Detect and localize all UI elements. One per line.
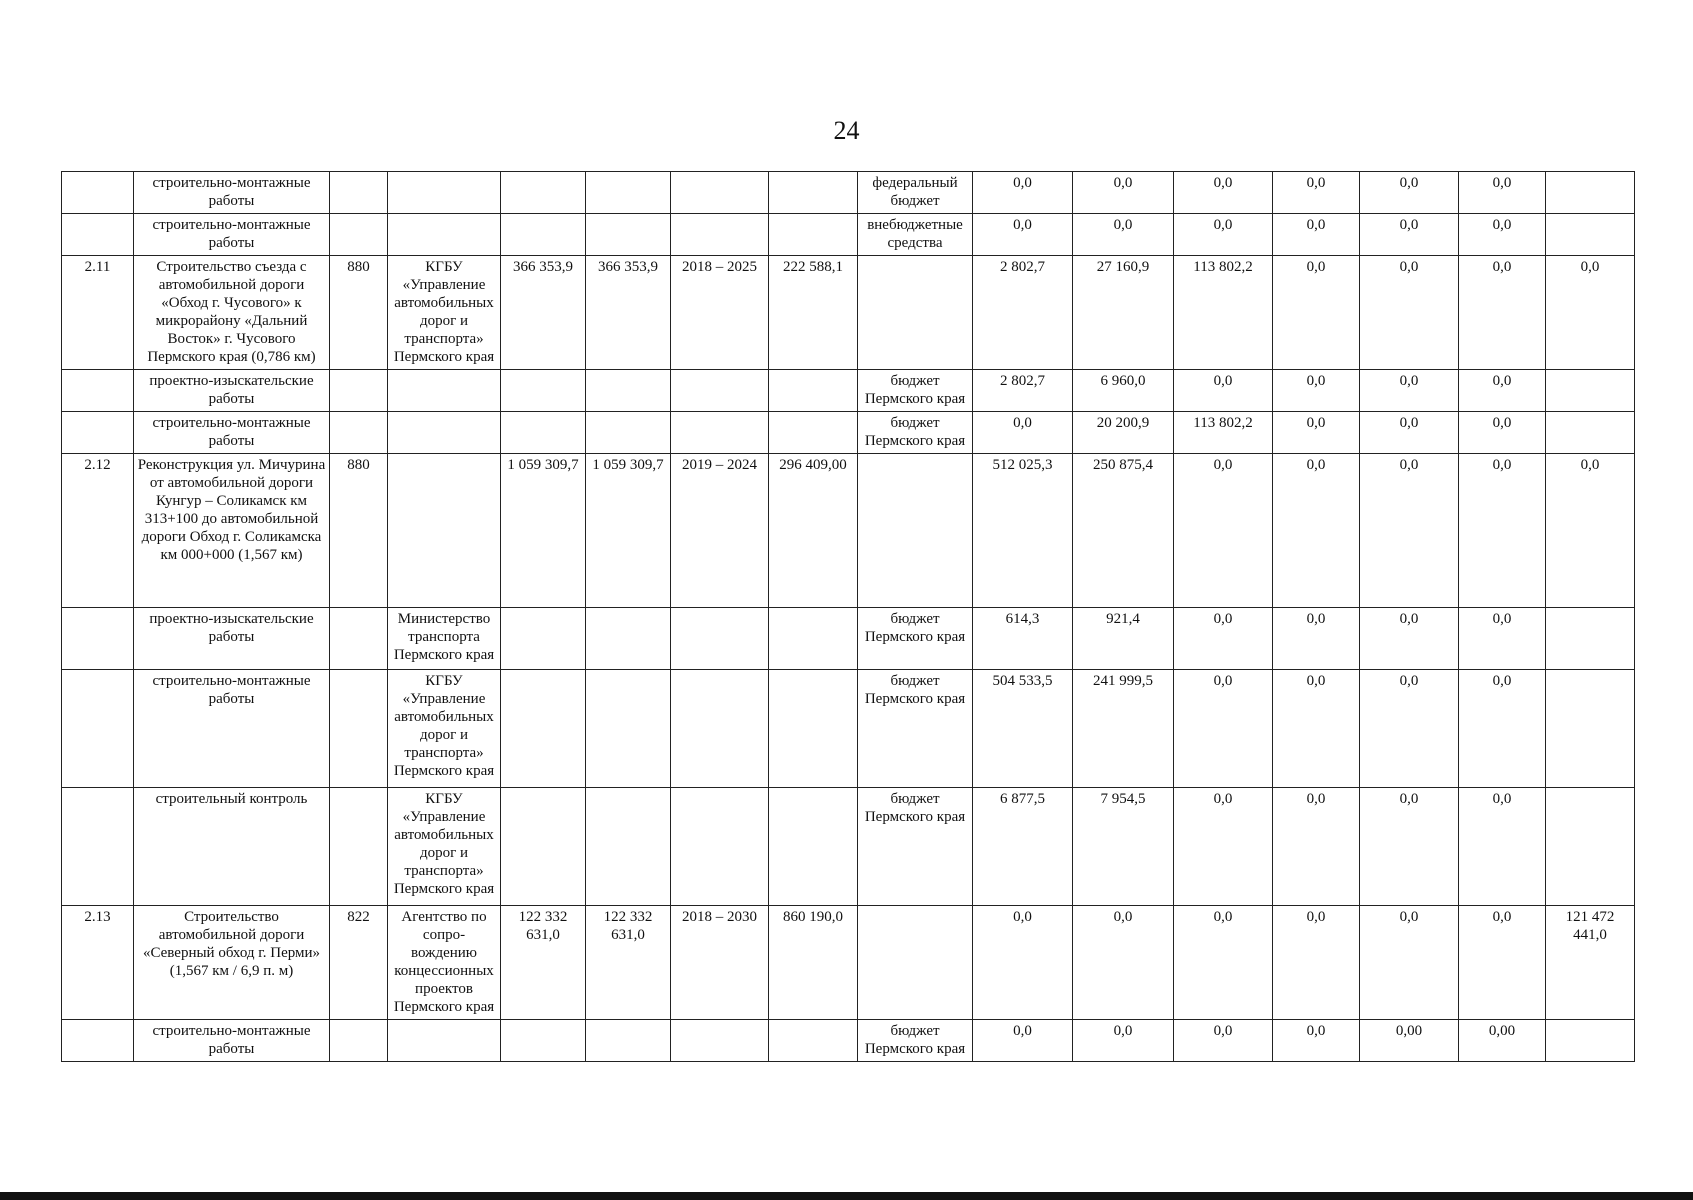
- year-3-amount-cell: 0,0: [1174, 608, 1273, 670]
- estimated-cost-cell: [586, 788, 671, 906]
- year-6-amount-cell: 0,0: [1459, 906, 1546, 1020]
- prior-spending-cell: [769, 670, 858, 788]
- table-row: [62, 454, 1635, 608]
- prior-spending-cell: [769, 172, 858, 214]
- item-name-cell: строительно-монтажные работы: [134, 214, 330, 256]
- year-5-amount-cell: 0,0: [1360, 670, 1459, 788]
- year-1-amount-cell: 614,3: [973, 608, 1073, 670]
- table-row: [62, 370, 1635, 412]
- executor-cell: [388, 412, 501, 454]
- kbk-code-cell: 880: [330, 454, 388, 608]
- year-1-amount-cell: 2 802,7: [973, 256, 1073, 370]
- estimated-cost-cell: [586, 370, 671, 412]
- prior-spending-cell: [769, 412, 858, 454]
- kbk-code-cell: [330, 608, 388, 670]
- period-cell: [671, 214, 769, 256]
- executor-cell: [388, 172, 501, 214]
- estimated-cost-cell: [586, 1020, 671, 1062]
- year-4-amount-cell: 0,0: [1273, 370, 1360, 412]
- prior-spending-cell: [769, 788, 858, 906]
- period-cell: [671, 670, 769, 788]
- year-6-amount-cell: 0,0: [1459, 412, 1546, 454]
- period-cell: 2018 – 2025: [671, 256, 769, 370]
- year-4-amount-cell: 0,0: [1273, 788, 1360, 906]
- year-6-amount-cell: 0,0: [1459, 256, 1546, 370]
- period-cell: [671, 370, 769, 412]
- item-name-cell: строительно-монтажные работы: [134, 1020, 330, 1062]
- year-5-amount-cell: 0,0: [1360, 370, 1459, 412]
- table-row: [62, 172, 1635, 214]
- year-2-amount-cell: 27 160,9: [1073, 256, 1174, 370]
- year-4-amount-cell: 0,0: [1273, 670, 1360, 788]
- total-cost-cell: [501, 1020, 586, 1062]
- year-5-amount-cell: 0,0: [1360, 172, 1459, 214]
- year-1-amount-cell: 504 533,5: [973, 670, 1073, 788]
- year-5-amount-cell: 0,0: [1360, 412, 1459, 454]
- subsequent-amount-cell: [1546, 670, 1635, 788]
- item-name-cell: строительно-монтажные работы: [134, 670, 330, 788]
- table-row: [62, 670, 1635, 788]
- year-2-amount-cell: 0,0: [1073, 906, 1174, 1020]
- executor-cell: [388, 214, 501, 256]
- estimated-cost-cell: 1 059 309,7: [586, 454, 671, 608]
- kbk-code-cell: [330, 172, 388, 214]
- item-number-cell: 2.13: [62, 906, 134, 1020]
- funding-source-cell: бюджет Пермского края: [858, 1020, 973, 1062]
- table-row: [62, 906, 1635, 1020]
- subsequent-amount-cell: 0,0: [1546, 454, 1635, 608]
- kbk-code-cell: [330, 788, 388, 906]
- period-cell: [671, 172, 769, 214]
- year-4-amount-cell: 0,0: [1273, 256, 1360, 370]
- item-name-cell: проектно-изыскательские работы: [134, 608, 330, 670]
- kbk-code-cell: 822: [330, 906, 388, 1020]
- year-2-amount-cell: 241 999,5: [1073, 670, 1174, 788]
- year-4-amount-cell: 0,0: [1273, 906, 1360, 1020]
- kbk-code-cell: [330, 412, 388, 454]
- prior-spending-cell: 296 409,00: [769, 454, 858, 608]
- total-cost-cell: [501, 670, 586, 788]
- year-5-amount-cell: 0,0: [1360, 906, 1459, 1020]
- year-3-amount-cell: 0,0: [1174, 214, 1273, 256]
- item-name-cell: проектно-изыскательские работы: [134, 370, 330, 412]
- funding-source-cell: [858, 256, 973, 370]
- year-1-amount-cell: 0,0: [973, 214, 1073, 256]
- table-row: [62, 214, 1635, 256]
- funding-source-cell: бюджет Пермского края: [858, 412, 973, 454]
- total-cost-cell: 366 353,9: [501, 256, 586, 370]
- executor-cell: [388, 370, 501, 412]
- year-5-amount-cell: 0,00: [1360, 1020, 1459, 1062]
- subsequent-amount-cell: 121 472 441,0: [1546, 906, 1635, 1020]
- period-cell: [671, 788, 769, 906]
- executor-cell: [388, 454, 501, 608]
- year-2-amount-cell: 6 960,0: [1073, 370, 1174, 412]
- funding-source-cell: федеральный бюджет: [858, 172, 973, 214]
- prior-spending-cell: [769, 1020, 858, 1062]
- item-number-cell: [62, 670, 134, 788]
- estimated-cost-cell: [586, 608, 671, 670]
- item-number-cell: [62, 412, 134, 454]
- year-4-amount-cell: 0,0: [1273, 608, 1360, 670]
- year-3-amount-cell: 0,0: [1174, 670, 1273, 788]
- executor-cell: Министерство транспорта Пермского края: [388, 608, 501, 670]
- total-cost-cell: [501, 172, 586, 214]
- kbk-code-cell: [330, 1020, 388, 1062]
- executor-cell: КГБУ «Управление автомобильных дорог и транспорта» Пермского края: [388, 670, 501, 788]
- item-name-cell: строительно-монтажные работы: [134, 412, 330, 454]
- year-5-amount-cell: 0,0: [1360, 788, 1459, 906]
- year-1-amount-cell: 512 025,3: [973, 454, 1073, 608]
- estimated-cost-cell: [586, 172, 671, 214]
- year-1-amount-cell: 6 877,5: [973, 788, 1073, 906]
- funding-source-cell: бюджет Пермского края: [858, 788, 973, 906]
- subsequent-amount-cell: [1546, 370, 1635, 412]
- estimated-cost-cell: [586, 670, 671, 788]
- executor-cell: КГБУ «Управление автомобильных дорог и транспорта» Пермского края: [388, 788, 501, 906]
- item-name-cell: Строительство съезда с автомобильной дороги «Обход г. Чусового» к микрорайону «Дальний Восток» г. Чусового Пермского края (0,786 км): [134, 256, 330, 370]
- funding-source-cell: бюджет Пермского края: [858, 608, 973, 670]
- year-6-amount-cell: 0,0: [1459, 670, 1546, 788]
- year-1-amount-cell: 2 802,7: [973, 370, 1073, 412]
- year-6-amount-cell: 0,0: [1459, 172, 1546, 214]
- item-name-cell: Строительство автомобильной дороги «Северный обход г. Перми» (1,567 км / 6,9 п. м): [134, 906, 330, 1020]
- year-3-amount-cell: 0,0: [1174, 1020, 1273, 1062]
- subsequent-amount-cell: [1546, 788, 1635, 906]
- year-3-amount-cell: 113 802,2: [1174, 256, 1273, 370]
- item-number-cell: [62, 214, 134, 256]
- estimated-cost-cell: 366 353,9: [586, 256, 671, 370]
- estimated-cost-cell: 122 332 631,0: [586, 906, 671, 1020]
- funding-source-cell: внебюджетные средства: [858, 214, 973, 256]
- year-5-amount-cell: 0,0: [1360, 214, 1459, 256]
- item-number-cell: 2.12: [62, 454, 134, 608]
- period-cell: 2018 – 2030: [671, 906, 769, 1020]
- item-number-cell: [62, 788, 134, 906]
- total-cost-cell: [501, 412, 586, 454]
- table-row: [62, 1020, 1635, 1062]
- year-6-amount-cell: 0,00: [1459, 1020, 1546, 1062]
- year-6-amount-cell: 0,0: [1459, 454, 1546, 608]
- table-body: [62, 172, 1635, 1062]
- funding-source-cell: [858, 454, 973, 608]
- total-cost-cell: 122 332 631,0: [501, 906, 586, 1020]
- year-2-amount-cell: 20 200,9: [1073, 412, 1174, 454]
- year-6-amount-cell: 0,0: [1459, 370, 1546, 412]
- year-6-amount-cell: 0,0: [1459, 214, 1546, 256]
- prior-spending-cell: [769, 370, 858, 412]
- scan-border: [0, 1192, 1693, 1200]
- year-3-amount-cell: 113 802,2: [1174, 412, 1273, 454]
- executor-cell: Агентство по сопро-вождению концессионных проектов Пермского края: [388, 906, 501, 1020]
- executor-cell: [388, 1020, 501, 1062]
- year-6-amount-cell: 0,0: [1459, 608, 1546, 670]
- page-number: 24: [833, 116, 860, 145]
- prior-spending-cell: [769, 608, 858, 670]
- kbk-code-cell: [330, 370, 388, 412]
- table-row: [62, 412, 1635, 454]
- year-6-amount-cell: 0,0: [1459, 788, 1546, 906]
- year-1-amount-cell: 0,0: [973, 172, 1073, 214]
- year-3-amount-cell: 0,0: [1174, 788, 1273, 906]
- item-number-cell: [62, 172, 134, 214]
- prior-spending-cell: 222 588,1: [769, 256, 858, 370]
- estimated-cost-cell: [586, 412, 671, 454]
- item-name-cell: строительный контроль: [134, 788, 330, 906]
- year-1-amount-cell: 0,0: [973, 906, 1073, 1020]
- executor-cell: КГБУ «Управление автомобильных дорог и транспорта» Пермского края: [388, 256, 501, 370]
- prior-spending-cell: [769, 214, 858, 256]
- period-cell: [671, 412, 769, 454]
- year-4-amount-cell: 0,0: [1273, 454, 1360, 608]
- year-4-amount-cell: 0,0: [1273, 214, 1360, 256]
- year-2-amount-cell: 0,0: [1073, 214, 1174, 256]
- year-2-amount-cell: 0,0: [1073, 1020, 1174, 1062]
- period-cell: 2019 – 2024: [671, 454, 769, 608]
- item-number-cell: 2.11: [62, 256, 134, 370]
- year-1-amount-cell: 0,0: [973, 412, 1073, 454]
- item-name-cell: строительно-монтажные работы: [134, 172, 330, 214]
- prior-spending-cell: 860 190,0: [769, 906, 858, 1020]
- year-5-amount-cell: 0,0: [1360, 608, 1459, 670]
- table-row: [62, 256, 1635, 370]
- kbk-code-cell: 880: [330, 256, 388, 370]
- funding-source-cell: бюджет Пермского края: [858, 670, 973, 788]
- kbk-code-cell: [330, 670, 388, 788]
- year-2-amount-cell: 921,4: [1073, 608, 1174, 670]
- subsequent-amount-cell: [1546, 412, 1635, 454]
- period-cell: [671, 1020, 769, 1062]
- period-cell: [671, 608, 769, 670]
- year-1-amount-cell: 0,0: [973, 1020, 1073, 1062]
- year-5-amount-cell: 0,0: [1360, 256, 1459, 370]
- kbk-code-cell: [330, 214, 388, 256]
- item-number-cell: [62, 608, 134, 670]
- program-table: [61, 171, 1635, 1062]
- table-row: [62, 608, 1635, 670]
- subsequent-amount-cell: [1546, 172, 1635, 214]
- subsequent-amount-cell: [1546, 214, 1635, 256]
- total-cost-cell: [501, 608, 586, 670]
- year-4-amount-cell: 0,0: [1273, 412, 1360, 454]
- year-2-amount-cell: 7 954,5: [1073, 788, 1174, 906]
- total-cost-cell: [501, 788, 586, 906]
- subsequent-amount-cell: 0,0: [1546, 256, 1635, 370]
- year-3-amount-cell: 0,0: [1174, 454, 1273, 608]
- year-3-amount-cell: 0,0: [1174, 172, 1273, 214]
- item-number-cell: [62, 370, 134, 412]
- year-4-amount-cell: 0,0: [1273, 1020, 1360, 1062]
- year-3-amount-cell: 0,0: [1174, 370, 1273, 412]
- table-row: [62, 788, 1635, 906]
- item-name-cell: Реконструкция ул. Мичурина от автомобильной дороги Кунгур – Соликамск км 313+100 до автомобильной дороги Обход г. Соликамска км 000+000 (1,567 км): [134, 454, 330, 608]
- total-cost-cell: [501, 370, 586, 412]
- estimated-cost-cell: [586, 214, 671, 256]
- funding-source-cell: бюджет Пермского края: [858, 370, 973, 412]
- year-2-amount-cell: 250 875,4: [1073, 454, 1174, 608]
- item-number-cell: [62, 1020, 134, 1062]
- year-4-amount-cell: 0,0: [1273, 172, 1360, 214]
- total-cost-cell: 1 059 309,7: [501, 454, 586, 608]
- year-2-amount-cell: 0,0: [1073, 172, 1174, 214]
- year-5-amount-cell: 0,0: [1360, 454, 1459, 608]
- subsequent-amount-cell: [1546, 1020, 1635, 1062]
- year-3-amount-cell: 0,0: [1174, 906, 1273, 1020]
- funding-source-cell: [858, 906, 973, 1020]
- total-cost-cell: [501, 214, 586, 256]
- subsequent-amount-cell: [1546, 608, 1635, 670]
